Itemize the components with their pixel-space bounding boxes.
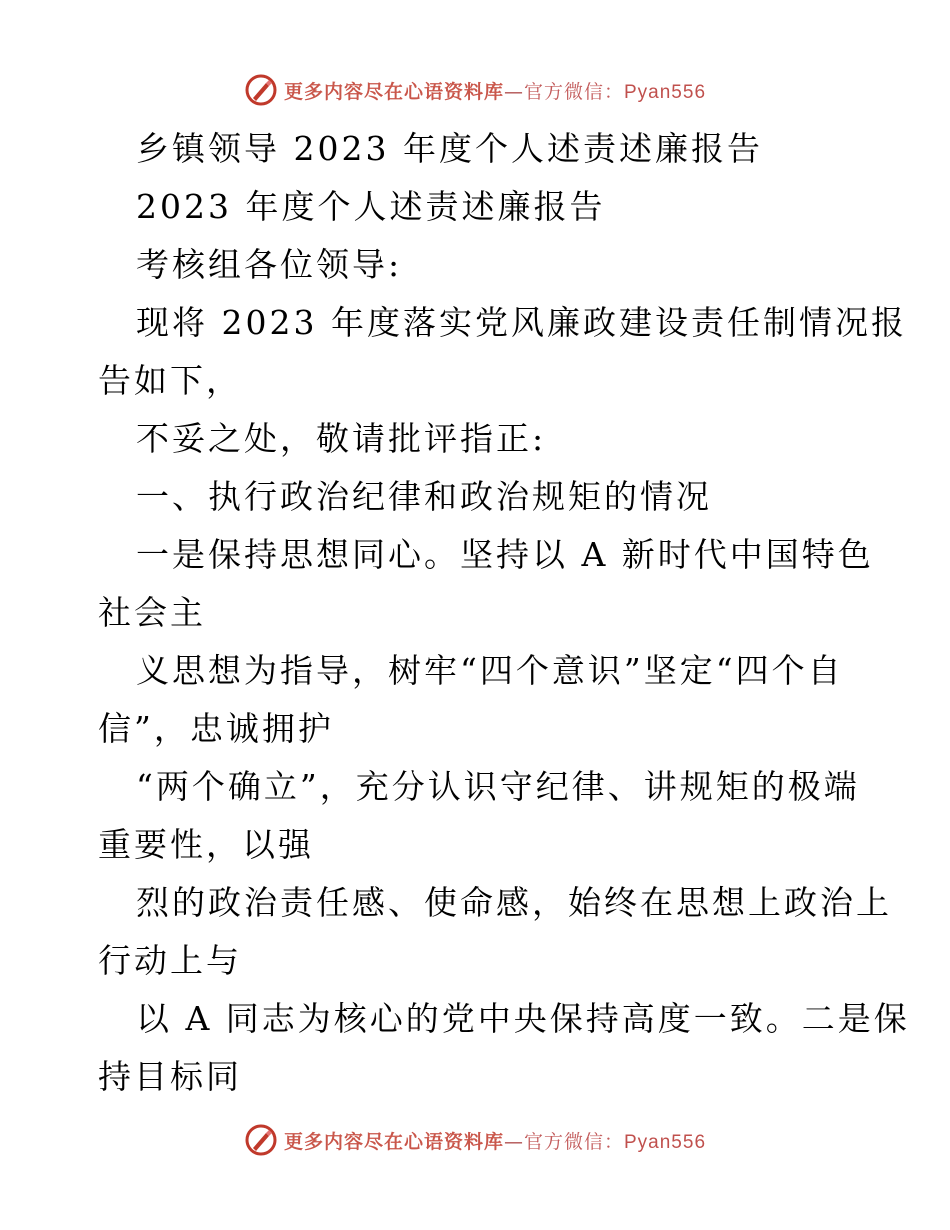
watermark-separator: — — [503, 80, 524, 103]
paragraph-line: 告如下， — [98, 361, 242, 400]
document-title: 乡镇领导 2023 年度个人述责述廉报告 — [136, 129, 763, 168]
header-watermark — [0, 70, 950, 110]
watermark-wechat-id: Pyan556 — [624, 81, 707, 103]
watermark-separator: — — [503, 1130, 524, 1153]
pen-seal-icon — [244, 73, 278, 107]
watermark-official-label: 官方微信： — [523, 1130, 624, 1153]
paragraph-line: 现将 2023 年度落实党风廉政建设责任制情况报 — [136, 303, 907, 342]
paragraph-line: 社会主 — [98, 593, 206, 632]
paragraph-line: 烈的政治责任感、使命感，始终在思想上政治上 — [136, 883, 892, 922]
paragraph-line: 不妥之处，敬请批评指正: — [136, 419, 547, 458]
paragraph-line: 义思想为指导，树牢“四个意识”坚定“四个自 — [136, 651, 844, 690]
watermark-main-text: 更多内容尽在心语资料库 — [283, 1130, 504, 1153]
paragraph-line: 信”，忠诚拥护 — [98, 709, 334, 748]
document-subtitle: 2023 年度个人述责述廉报告 — [136, 187, 606, 226]
section-heading: 一、执行政治纪律和政治规矩的情况 — [136, 477, 712, 516]
watermark-main-text: 更多内容尽在心语资料库 — [283, 80, 504, 103]
paragraph-line: 一是保持思想同心。坚持以 A 新时代中国特色 — [136, 535, 874, 574]
watermark-wechat-id: Pyan556 — [624, 1131, 707, 1153]
watermark-official-label: 官方微信： — [523, 80, 624, 103]
document-body — [98, 120, 910, 1106]
paragraph-line: 行动上与 — [98, 941, 242, 980]
pen-seal-icon — [244, 1123, 278, 1157]
footer-watermark — [0, 1120, 950, 1160]
paragraph-line: 持目标同 — [98, 1057, 242, 1096]
watermark-text — [284, 1127, 706, 1154]
paragraph-line: 以 A 同志为核心的党中央保持高度一致。二是保 — [136, 999, 910, 1038]
paragraph-line: 重要性，以强 — [98, 825, 314, 864]
salutation: 考核组各位领导: — [136, 245, 403, 284]
paragraph-line: “两个确立”，充分认识守纪律、讲规矩的极端 — [136, 767, 860, 806]
watermark-text — [284, 77, 706, 104]
